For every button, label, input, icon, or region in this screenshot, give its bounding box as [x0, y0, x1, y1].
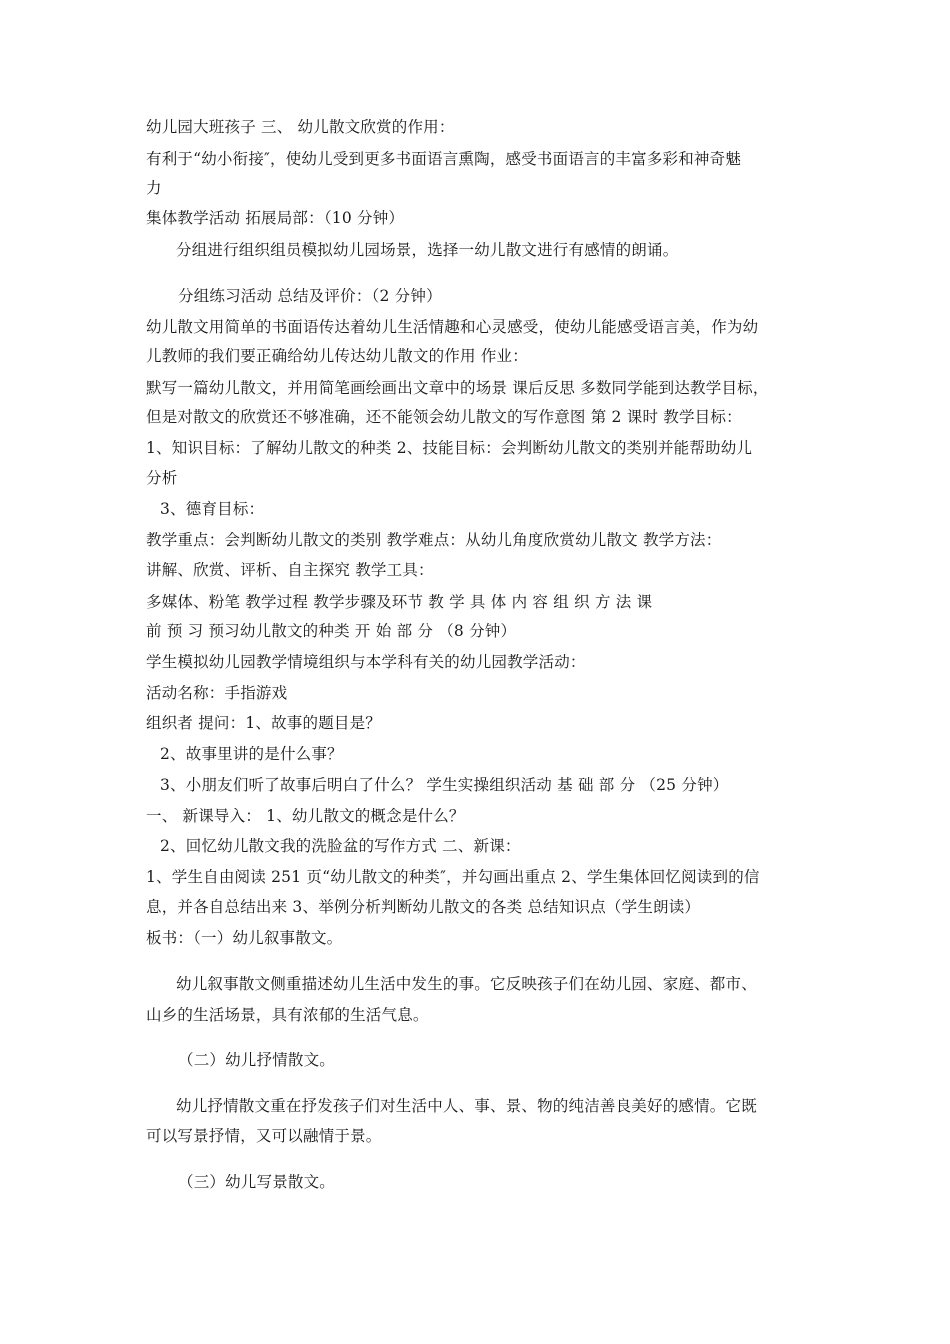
text-line: 集体教学活动 拓展局部：（10 分钟）	[146, 209, 405, 227]
text-line: 幼儿抒情散文重在抒发孩子们对生活中人、事、景、物的纯洁善良美好的感情。它既	[176, 1097, 757, 1115]
text-line: 幼儿叙事散文侧重描述幼儿生活中发生的事。它反映孩子们在幼儿园、家庭、都市、	[176, 975, 757, 993]
text-line: 儿教师的我们要正确给幼儿传达幼儿散文的作用 作业：	[146, 347, 528, 365]
text-line: 但是对散文的欣赏还不够准确，还不能领会幼儿散文的写作意图 第 2 课时 教学目标：	[146, 408, 742, 426]
text-line: 力	[146, 179, 162, 197]
text-line: 3、德育目标：	[160, 500, 265, 518]
text-line: 学生模拟幼儿园教学情境组织与本学科有关的幼儿园教学活动：	[146, 653, 586, 671]
text-line: 山乡的生活场景，具有浓郁的生活气息。	[146, 1006, 429, 1024]
text-line: 活动名称：手指游戏	[146, 684, 288, 702]
text-line: 板书：（一）幼儿叙事散文。	[146, 929, 343, 947]
text-line: （三）幼儿写景散文。	[178, 1173, 336, 1191]
text-line: 分析	[146, 469, 178, 487]
text-line: 教学重点：会判断幼儿散文的类别 教学难点：从幼儿角度欣赏幼儿散文 教学方法：	[146, 531, 722, 549]
text-line: 幼儿散文用简单的书面语传达着幼儿生活情趣和心灵感受，使幼儿能感受语言美，作为幼	[146, 318, 759, 336]
text-line: 分组进行组织组员模拟幼儿园场景，选择一幼儿散文进行有感情的朗诵。	[176, 241, 679, 259]
text-line: 前 预 习 预习幼儿散文的种类 开 始 部 分 （8 分钟）	[146, 622, 517, 640]
text-line: 多媒体、粉笔 教学过程 教学步骤及环节 教 学 具 体 内 容 组 织 方 法 课	[146, 593, 653, 611]
text-line: 1、知识目标：了解幼儿散文的种类 2、技能目标：会判断幼儿散文的类别并能帮助幼儿	[146, 439, 753, 457]
text-line: 有利于“幼小衔接″，使幼儿受到更多书面语言熏陶，感受书面语言的丰富多彩和神奇魅	[146, 150, 742, 168]
text-line: 一、 新课导入： 1、幼儿散文的概念是什么？	[146, 807, 465, 825]
text-line: 2、故事里讲的是什么事？	[160, 745, 343, 763]
text-line: （二）幼儿抒情散文。	[178, 1051, 336, 1069]
text-line: 分组练习活动 总结及评价：（2 分钟）	[178, 287, 442, 305]
text-line: 息，并各自总结出来 3、举例分析判断幼儿散文的各类 总结知识点（学生朗读）	[146, 898, 701, 916]
text-line: 讲解、欣赏、评析、自主探究 教学工具：	[146, 561, 434, 579]
text-line: 2、回忆幼儿散文我的洗脸盆的写作方式 二、新课：	[160, 837, 521, 855]
text-line: 默写一篇幼儿散文，并用简笔画绘画出文章中的场景 课后反思 多数同学能到达教学目标，	[146, 379, 769, 397]
text-line: 1、学生自由阅读 251 页“幼儿散文的种类″，并勾画出重点 2、学生集体回忆阅读到的信	[146, 868, 760, 886]
text-line: 组织者 提问：1、故事的题目是？	[146, 714, 381, 732]
text-line: 幼儿园大班孩子 三、 幼儿散文欣赏的作用：	[146, 118, 455, 136]
text-line: 可以写景抒情，又可以融情于景。	[146, 1127, 382, 1145]
text-line: 3、小朋友们听了故事后明白了什么？ 学生实操组织活动 基 础 部 分 （25 分钟）	[160, 776, 729, 794]
